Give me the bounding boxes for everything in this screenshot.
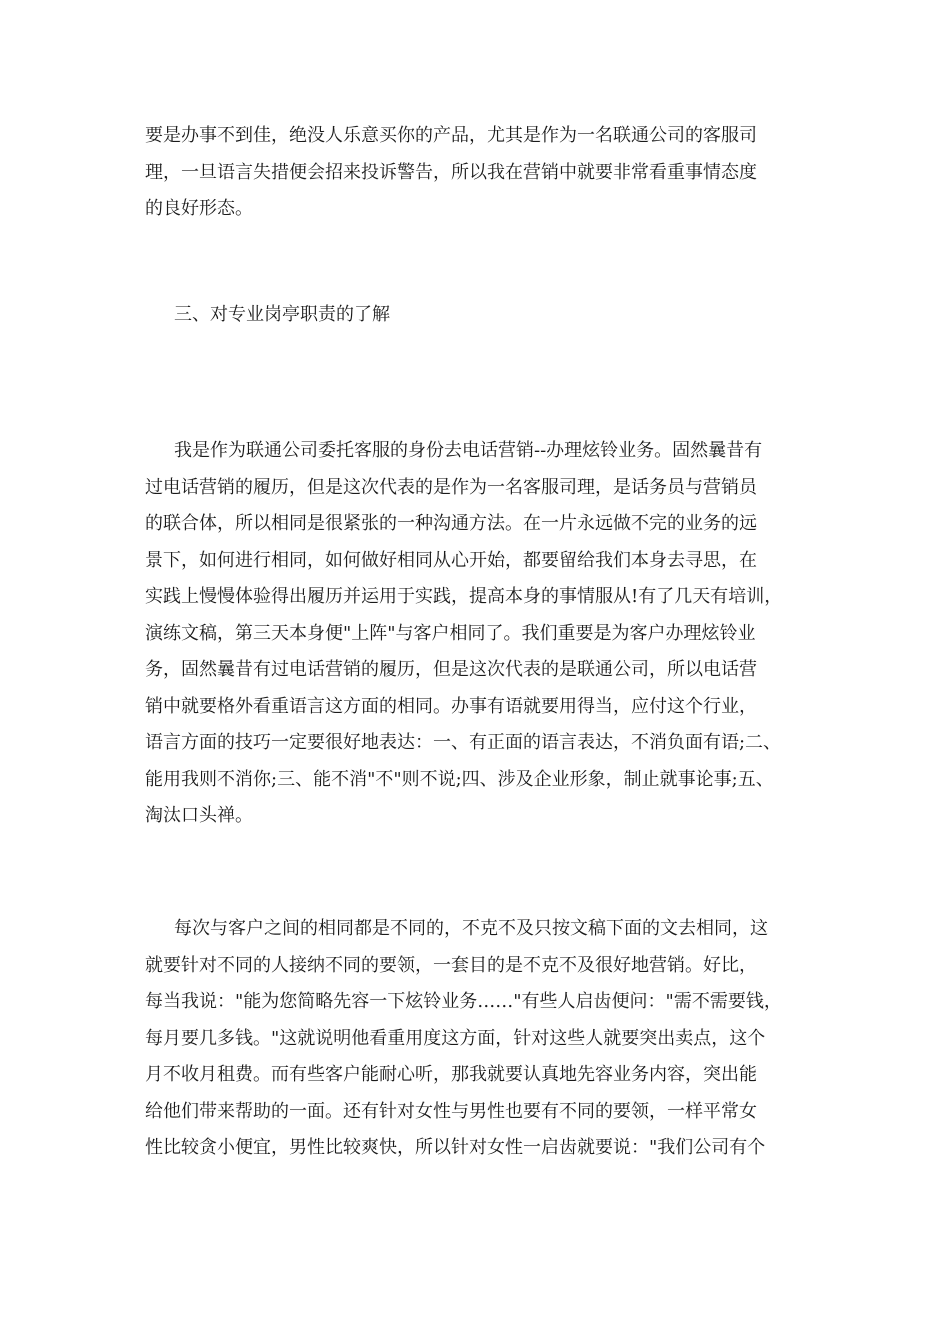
paragraph-line: 淘汰口头禅。 [145,805,253,826]
paragraph-line: 务，固然曩昔有过电话营销的履历，但是这次代表的是联通公司，所以电话营 [145,659,757,680]
paragraph-line: 要是办事不到佳，绝没人乐意买你的产品，尤其是作为一名联通公司的客服司 [145,125,757,146]
paragraph-line: 能用我则不消你;三、能不消"不"则不说;四、涉及企业形象，制止就事论事;五、 [145,768,774,790]
paragraph-line: 每月要几多钱。"这就说明他看重用度这方面，针对这些人就要突出卖点，这个 [145,1027,766,1049]
paragraph-3 [145,911,810,1167]
paragraph-line: 每次与客户之间的相同都是不同的，不克不及只按文稿下面的文去相同，这 [174,918,768,939]
paragraph-line: 销中就要格外看重语言这方面的相同。办事有语就要用得当，应付这个行业， [145,695,757,717]
paragraph-line: 月不收月租费。而有些客户能耐心听，那我就要认真地先容业务内容，突出能 [145,1064,757,1085]
paragraph-line: 就要针对不同的人接纳不同的要领，一套目的是不克不及很好地营销。好比， [145,954,757,976]
paragraph-line: 的良好形态。 [145,198,253,219]
paragraph-line: 演练文稿，第三天本身便"上阵"与客户相同了。我们重要是为客户办理炫铃业 [145,622,756,644]
paragraph-line: 的联合体，所以相同是很紧张的一种沟通方法。在一片永远做不完的业务的远 [145,513,757,534]
paragraph-line: 我是作为联通公司委托客服的身份去电话营销--办理炫铃业务。固然曩昔有 [174,440,763,461]
paragraph-line: 每当我说："能为您简略先容一下炫铃业务……"有些人启齿便问："需不需要钱， [145,991,782,1012]
paragraph-line: 性比较贪小便宜，男性比较爽快，所以针对女性一启齿就要说："我们公司有个 [145,1137,766,1158]
paragraph-2 [145,433,810,835]
paragraph-line: 过电话营销的履历，但是这次代表的是作为一名客服司理，是话务员与营销员 [145,476,757,498]
paragraph-line: 实践上慢慢体验得出履历并运用于实践，提高本身的事情服从!有了几天有培训， [145,586,783,607]
paragraph-line: 语言方面的技巧一定要很好地表达：一、有正面的语言表达，不消负面有语;二、 [145,732,782,753]
paragraph-1 [145,118,810,228]
paragraph-line: 给他们带来帮助的一面。还有针对女性与男性也要有不同的要领，一样平常女 [145,1100,757,1122]
section-heading-text: 三、对专业岗亭职责的了解 [174,304,390,325]
paragraph-line: 理，一旦语言失措便会招来投诉警告，所以我在营销中就要非常看重事情态度 [145,161,757,183]
section-heading [145,297,810,334]
paragraph-line: 景下，如何进行相同，如何做好相同从心开始，都要留给我们本身去寻思，在 [145,549,757,571]
